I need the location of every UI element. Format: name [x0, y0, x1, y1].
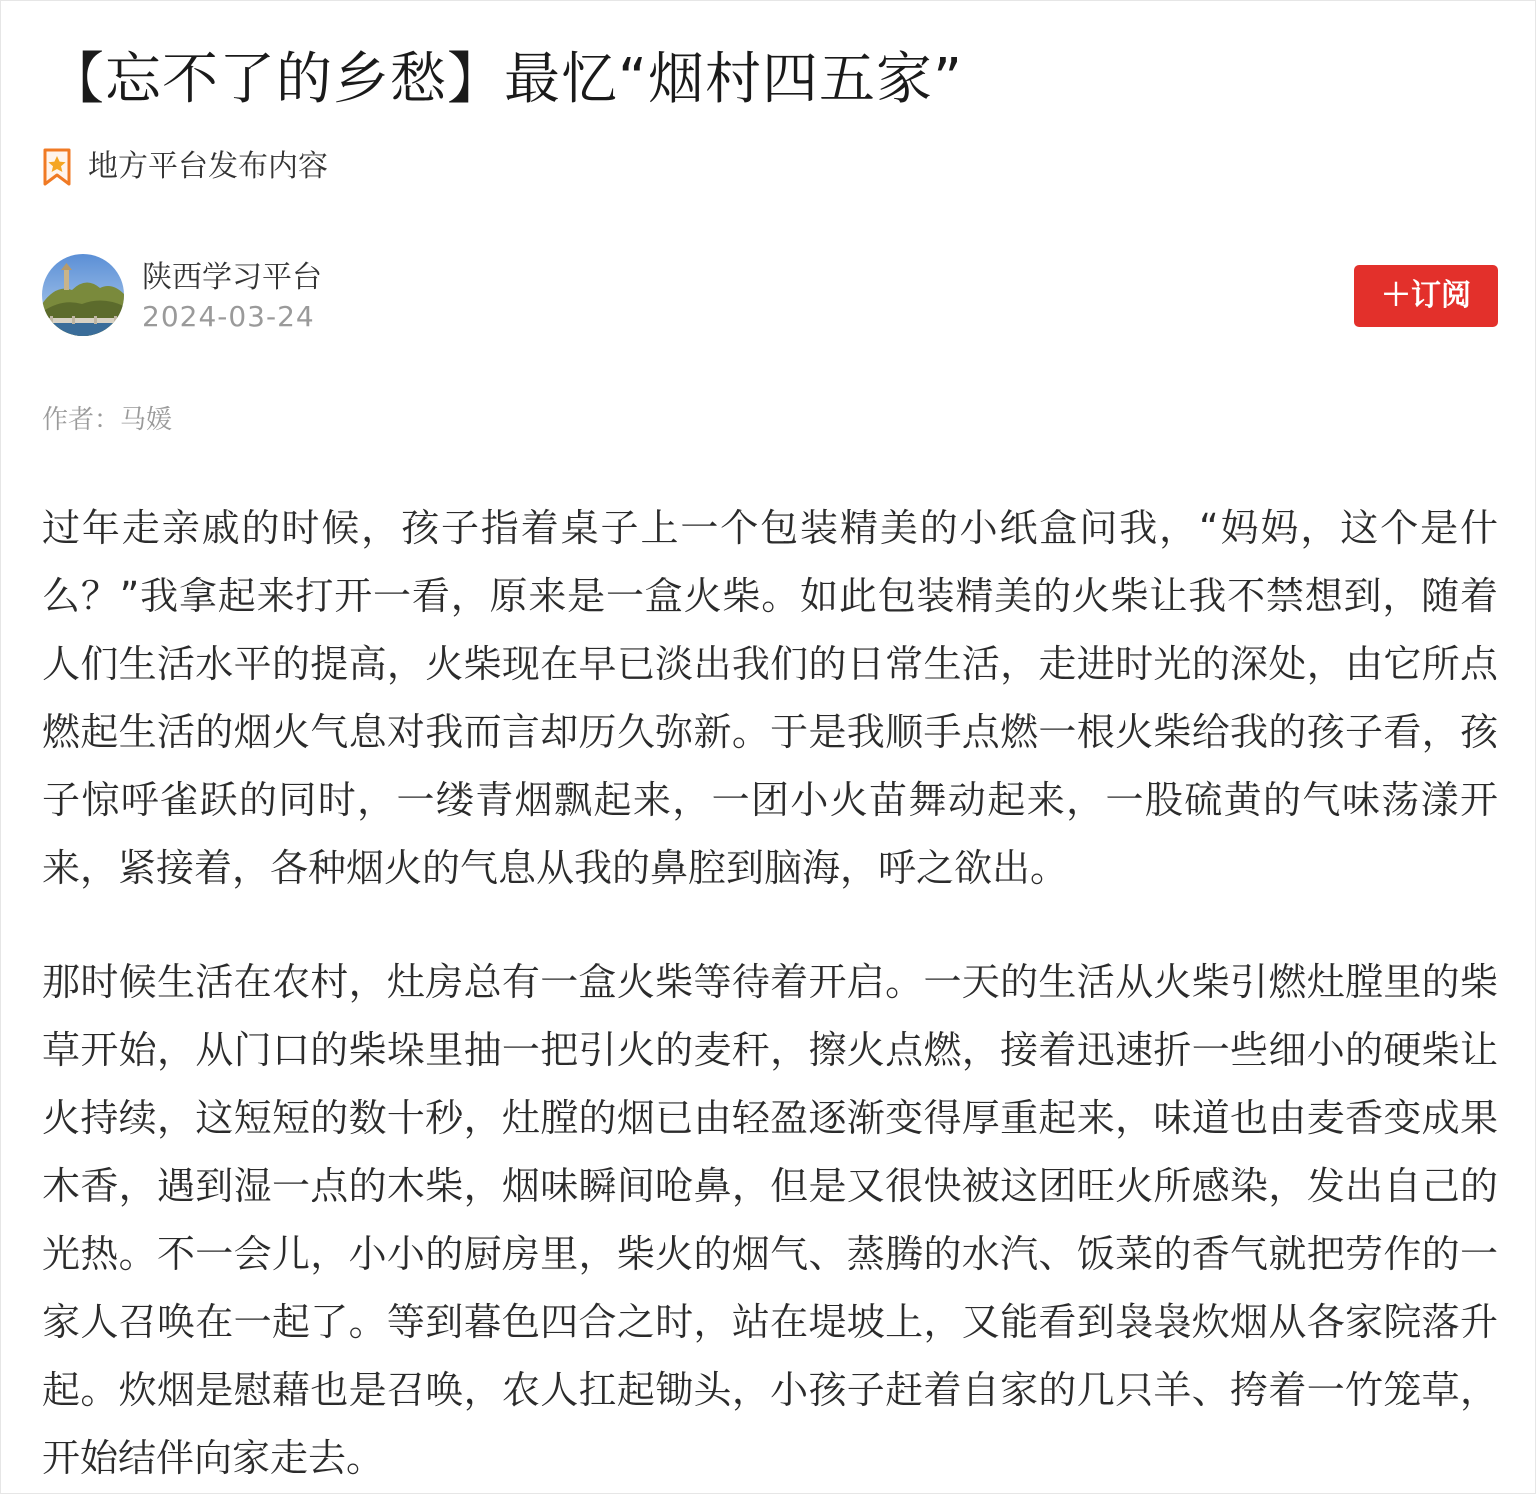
- article-body: [42, 494, 1498, 1492]
- source-name[interactable]: 陕西学习平台: [142, 260, 322, 295]
- bookmark-star-icon: [42, 147, 72, 187]
- author-byline: 作者：马媛: [42, 405, 173, 435]
- platform-tag-label: 地方平台发布内容: [88, 149, 328, 184]
- article-title: 【忘不了的乡愁】最忆“烟村四五家”: [48, 47, 964, 112]
- author-row: [42, 254, 1498, 338]
- source-avatar[interactable]: [42, 254, 124, 336]
- article-paragraph: 过年走亲戚的时候，孩子指着桌子上一个包装精美的小纸盒问我，“妈妈，这个是什么？”我拿起来打开一看，原来是一盒火柴。如此包装精美的火柴让我不禁想到，随着人们生活水平的提高，火柴现在早已淡出我们的日常生活，走进时光的深处，由它所点燃起生活的烟火气息对我而言却历久弥新。于是我顺手点燃一根火柴给我的孩子看，孩子惊呼雀跃的同时，一缕青烟飘起来，一团小火苗舞动起来，一股硫黄的气味荡漾开来，紧接着，各种烟火的气息从我的鼻腔到脑海，呼之欲出。: [42, 506, 1498, 890]
- platform-tag: [42, 146, 328, 188]
- article-paragraph: 那时候生活在农村，灶房总有一盒火柴等待着开启。一天的生活从火柴引燃灶膛里的柴草开始，从门口的柴垛里抽一把引火的麦秆，擦火点燃，接着迅速折一些细小的硬柴让火持续，这短短的数十秒，灶膛的烟已由轻盈逐渐变得厚重起来，味道也由麦香变成果木香，遇到湿一点的木柴，烟味瞬间呛鼻，但是又很快被这团旺火所感染，发出自己的光热。不一会儿，小小的厨房里，柴火的烟气、蒸腾的水汽、饭菜的香气就把劳作的一家人召唤在一起了。等到暮色四合之时，站在堤坡上，又能看到袅袅炊烟从各家院落升起。炊烟是慰藉也是召唤，农人扛起锄头，小孩子赶着自家的几只羊、挎着一竹笼草，开始结伴向家走去。: [42, 960, 1498, 1480]
- publish-date: 2024-03-24: [142, 300, 315, 333]
- subscribe-button[interactable]: ＋订阅: [1354, 265, 1498, 327]
